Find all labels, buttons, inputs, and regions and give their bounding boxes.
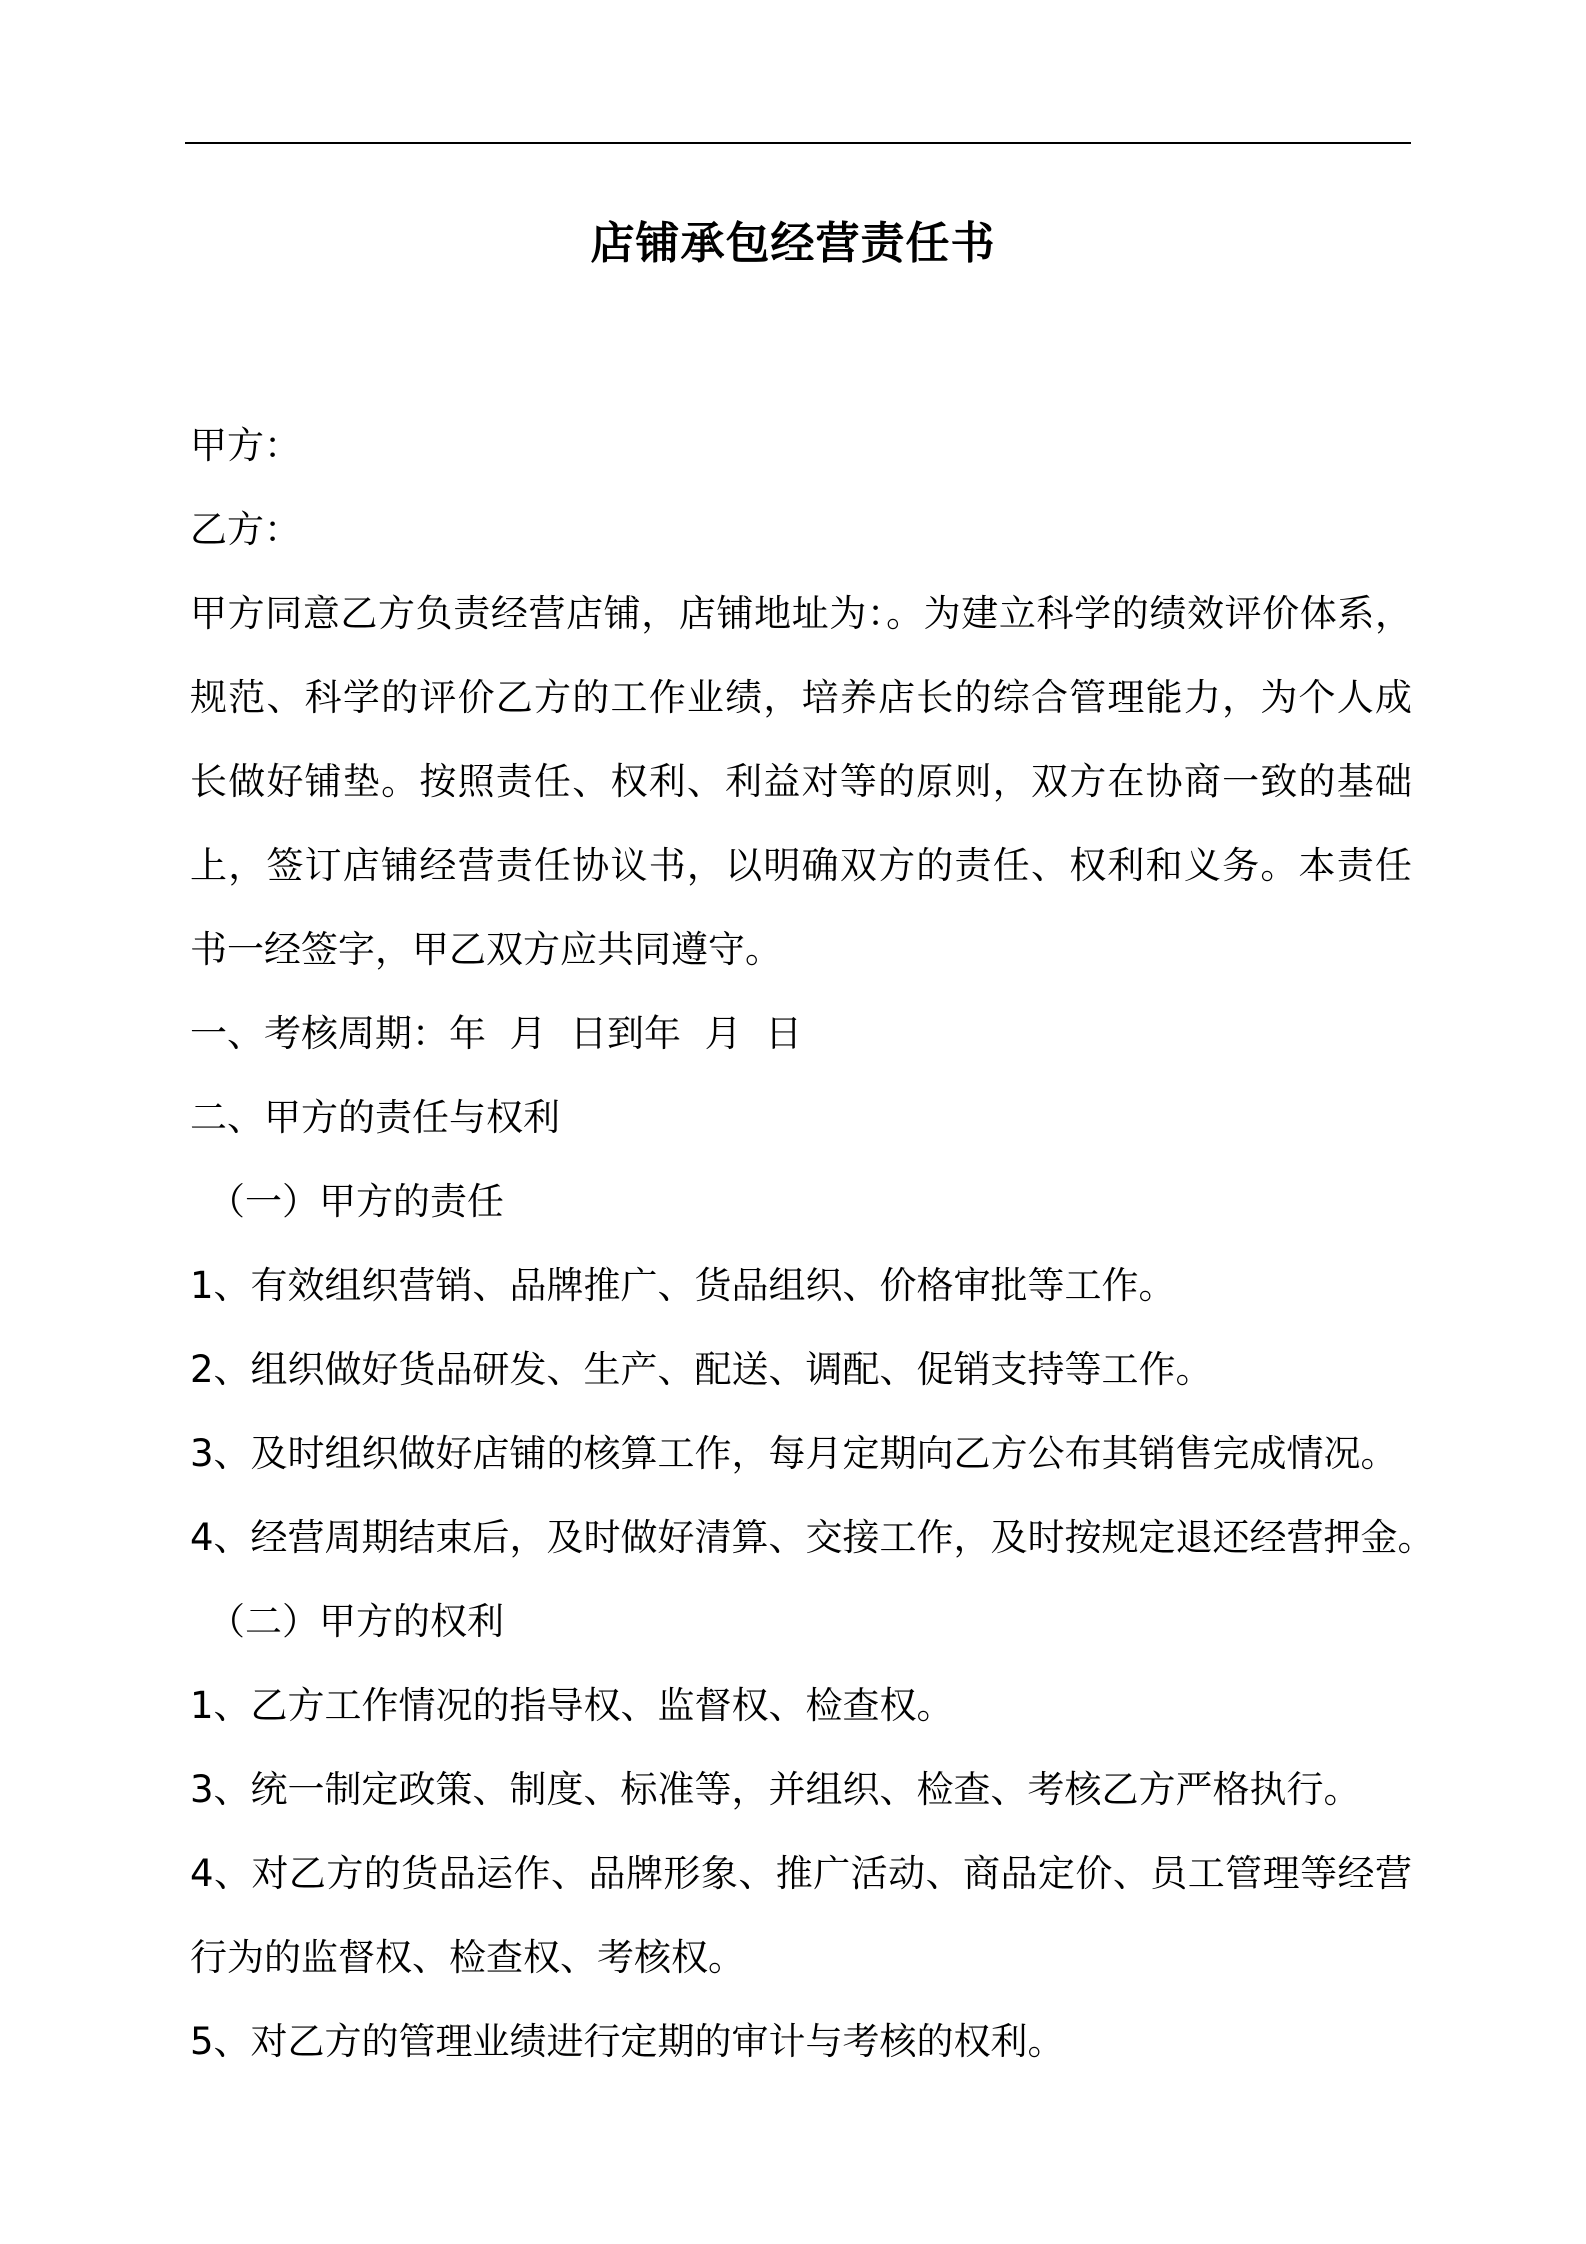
intro-line-4: 上，签订店铺经营责任协议书，以明确双方的责任、权利和义务。本责任 bbox=[190, 844, 1412, 887]
intro-line-2: 规范、科学的评价乙方的工作业绩，培养店长的综合管理能力，为个人成 bbox=[190, 676, 1412, 719]
document-title: 店铺承包经营责任书 bbox=[590, 218, 996, 269]
section-party-a-duties-rights: 二、甲方的责任与权利 bbox=[190, 1096, 560, 1139]
responsibility-item-4: 4、经营周期结束后，及时做好清算、交接工作，及时按规定退还经营押金。 bbox=[190, 1516, 1435, 1559]
responsibility-item-2: 2、组织做好货品研发、生产、配送、调配、促销支持等工作。 bbox=[190, 1348, 1213, 1391]
header-rule bbox=[185, 142, 1411, 144]
responsibility-item-3: 3、及时组织做好店铺的核算工作，每月定期向乙方公布其销售完成情况。 bbox=[190, 1432, 1398, 1475]
section-assessment-period: 一、考核周期：年 月 日到年 月 日 bbox=[190, 1012, 803, 1055]
intro-line-1: 甲方同意乙方负责经营店铺，店铺地址为：。为建立科学的绩效评价体系， bbox=[190, 592, 1412, 635]
right-item-5: 5、对乙方的管理业绩进行定期的审计与考核的权利。 bbox=[190, 2020, 1065, 2063]
intro-line-5: 书一经签字，甲乙双方应共同遵守。 bbox=[190, 928, 782, 971]
intro-line-3: 长做好铺垫。按照责任、权利、利益对等的原则，双方在协商一致的基础 bbox=[190, 760, 1412, 803]
party-a-line: 甲方： bbox=[190, 424, 301, 467]
right-item-1: 1、乙方工作情况的指导权、监督权、检查权。 bbox=[190, 1684, 954, 1727]
subsection-party-a-rights: （二）甲方的权利 bbox=[208, 1600, 504, 1643]
right-item-4: 4、对乙方的货品运作、品牌形象、推广活动、商品定价、员工管理等经营 bbox=[190, 1852, 1412, 1895]
party-b-line: 乙方： bbox=[190, 508, 301, 551]
right-item-3: 3、统一制定政策、制度、标准等，并组织、检查、考核乙方严格执行。 bbox=[190, 1768, 1361, 1811]
right-item-4-continued: 行为的监督权、检查权、考核权。 bbox=[190, 1936, 745, 1979]
subsection-party-a-responsibilities: （一）甲方的责任 bbox=[208, 1180, 504, 1223]
responsibility-item-1: 1、有效组织营销、品牌推广、货品组织、价格审批等工作。 bbox=[190, 1264, 1176, 1307]
document-body bbox=[190, 404, 1435, 2084]
